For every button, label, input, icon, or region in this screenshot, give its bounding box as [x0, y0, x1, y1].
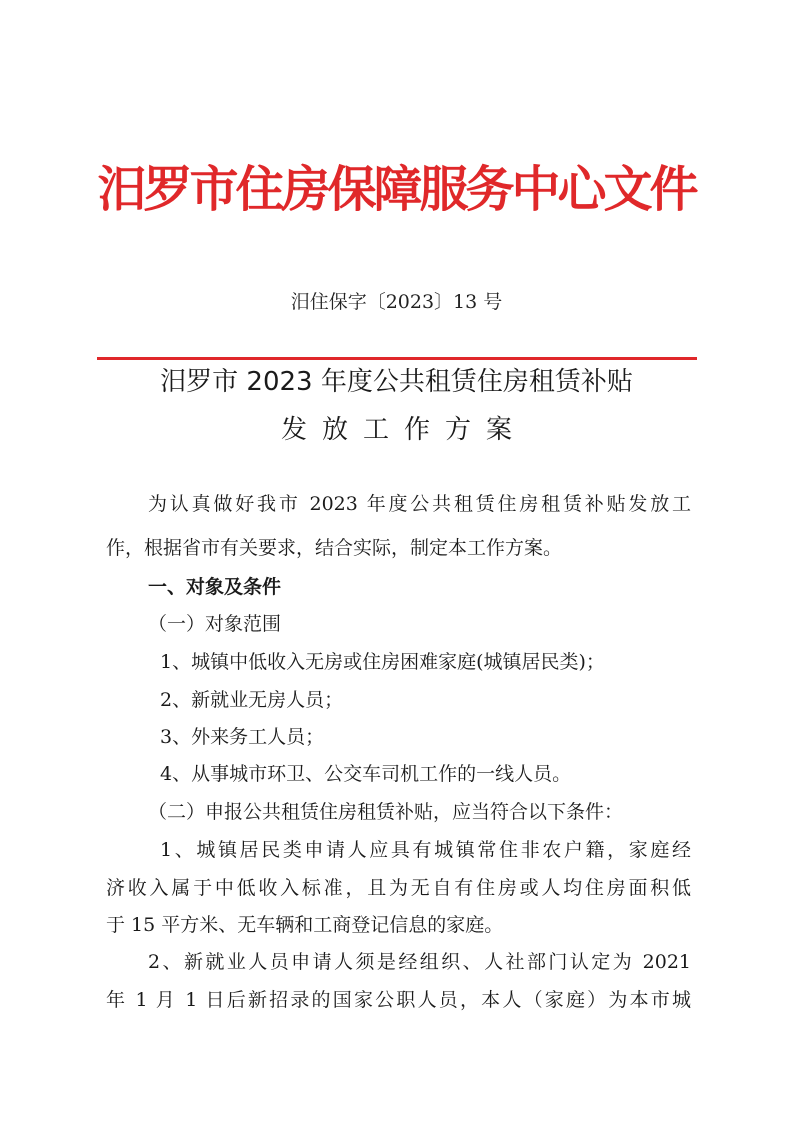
paragraph-line: 1、城镇居民类申请人应具有城镇常住非农户籍，家庭经	[160, 839, 691, 861]
paragraph-line: 2、新就业人员申请人须是经组织、人社部门认定为 2021	[148, 951, 691, 973]
document-title-line-2: 发放工作方案	[280, 415, 527, 445]
list-item: 4、从事城市环卫、公交车司机工作的一线人员。	[160, 763, 572, 785]
subsection-heading: （一）对象范围	[148, 613, 282, 635]
issuer-header: 汨罗市住房保障服务中心文件	[97, 160, 696, 218]
list-item: 1、城镇中低收入无房或住房困难家庭(城镇居民类)；	[160, 651, 605, 673]
paragraph-line: 年 1 月 1 日后新招录的国家公职人员，本人（家庭）为本市城	[106, 989, 691, 1011]
paragraph-line: 于 15 平方米、无车辆和工商登记信息的家庭。	[106, 914, 504, 936]
document-number: 汨住保字〔2023〕13 号	[290, 291, 503, 313]
section-heading: 一、对象及条件	[148, 576, 282, 598]
list-item: 2、新就业无房人员；	[160, 689, 344, 711]
subsection-heading: （二）申报公共租赁住房租赁补贴，应当符合以下条件：	[148, 801, 624, 823]
red-divider-line	[97, 357, 697, 360]
list-item: 3、外来务工人员；	[160, 726, 325, 748]
paragraph-line: 为认真做好我市 2023 年度公共租赁住房租赁补贴发放工	[148, 493, 691, 515]
document-title-line-1: 汨罗市 2023 年度公共租赁住房租赁补贴	[160, 367, 633, 397]
paragraph-line: 作，根据省市有关要求，结合实际，制定本工作方案。	[106, 537, 563, 559]
paragraph-line: 济收入属于中低收入标准，且为无自有住房或人均住房面积低	[106, 877, 691, 899]
